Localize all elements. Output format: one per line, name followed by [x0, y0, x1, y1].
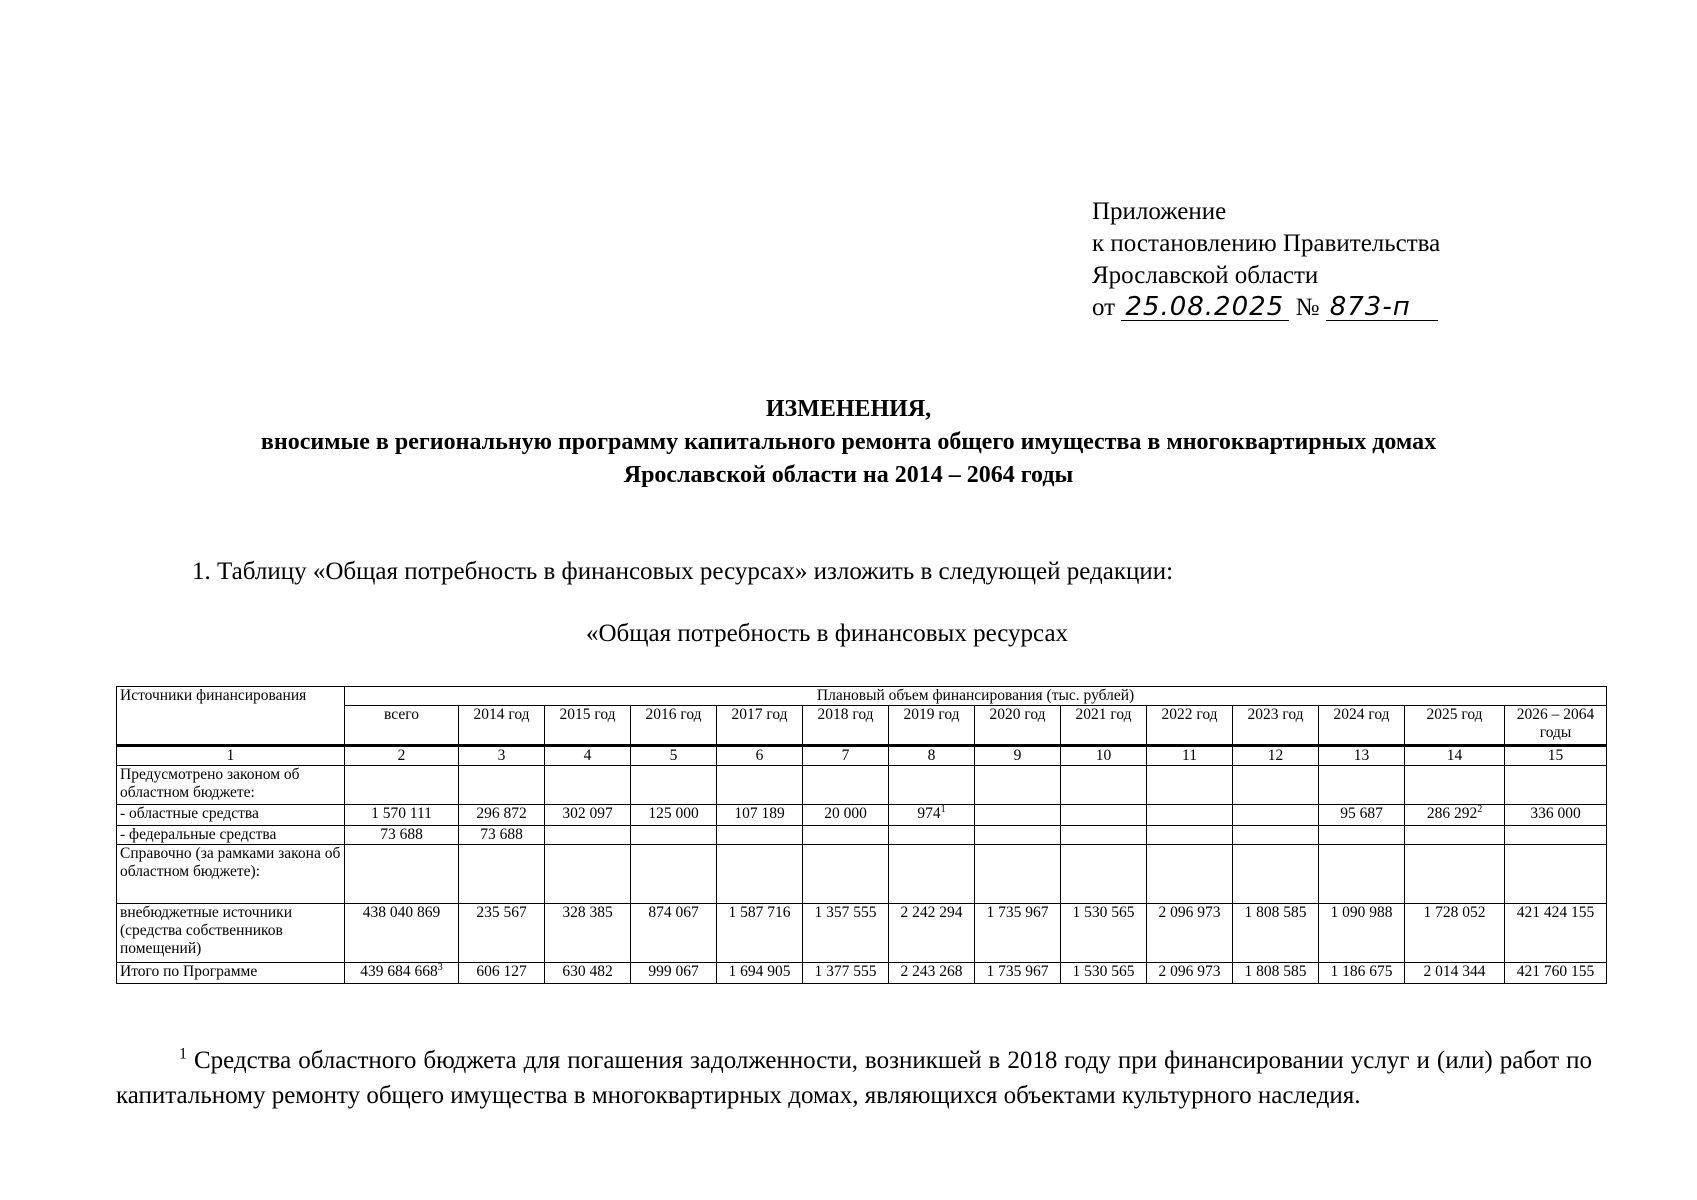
footnote-ref-2: 2 — [1477, 804, 1483, 815]
paragraph-1: 1. Таблицу «Общая потребность в финансовых ресурсах» изложить в следующей редакции: — [192, 558, 1174, 585]
extra-cell: 1 587 716 — [717, 904, 803, 963]
index-cell: 14 — [1405, 746, 1505, 766]
federal-cell — [545, 826, 631, 845]
index-cell: 12 — [1233, 746, 1319, 766]
index-cell: 1 — [117, 746, 345, 766]
table-row — [117, 963, 1607, 984]
financing-table — [116, 686, 1607, 984]
regional-cell: 336 000 — [1505, 805, 1607, 826]
header-source: Источники финансирования — [117, 687, 345, 746]
extra-cell: 1 728 052 — [1405, 904, 1505, 963]
col-header: 2026 – 2064 годы — [1505, 706, 1607, 746]
total-cell: 2 014 344 — [1405, 963, 1505, 984]
extra-cell: 1 090 988 — [1319, 904, 1405, 963]
federal-cell: 73 688 — [459, 826, 545, 845]
title-main: ИЗМЕНЕНИЯ, — [765, 396, 932, 422]
federal-cell — [1405, 826, 1505, 845]
extra-cell: 1 357 555 — [803, 904, 889, 963]
extra-cell: 438 040 869 — [345, 904, 459, 963]
row-label-reference: Справочно (за рамками закона об областном бюджете): — [117, 845, 345, 904]
col-header: 2018 год — [803, 706, 889, 746]
federal-cell — [1233, 826, 1319, 845]
federal-cell — [631, 826, 717, 845]
index-cell: 4 — [545, 746, 631, 766]
federal-cell: 73 688 — [345, 826, 459, 845]
table-row — [117, 766, 1607, 805]
regional-cell: 1 570 111 — [345, 805, 459, 826]
col-header: 2023 год — [1233, 706, 1319, 746]
regional-cell: 302 097 — [545, 805, 631, 826]
col-header: 2019 год — [889, 706, 975, 746]
title-sub-1: вносимые в региональную программу капитального ремонта общего имущества в многоквартирных домах — [260, 429, 1437, 455]
appendix-date-number — [1092, 292, 1440, 324]
index-cell: 6 — [717, 746, 803, 766]
col-header: 2024 год — [1319, 706, 1405, 746]
federal-cell — [889, 826, 975, 845]
total-cell: 606 127 — [459, 963, 545, 984]
col-header: 2015 год — [545, 706, 631, 746]
index-cell: 8 — [889, 746, 975, 766]
index-cell: 9 — [975, 746, 1061, 766]
index-cell: 11 — [1147, 746, 1233, 766]
regional-cell — [1147, 805, 1233, 826]
row-label-law: Предусмотрено законом об областном бюджете: — [117, 766, 345, 805]
extra-cell: 1 735 967 — [975, 904, 1061, 963]
row-label-extrabudgetary: внебюджетные источники (средства собственников помещений) — [117, 904, 345, 963]
appendix-title: Приложение — [1092, 198, 1227, 225]
col-header: всего — [345, 706, 459, 746]
regional-cell: 95 687 — [1319, 805, 1405, 826]
col-header: 2022 год — [1147, 706, 1233, 746]
total-cell: 1 808 585 — [1233, 963, 1319, 984]
col-header: 2016 год — [631, 706, 717, 746]
total-cell: 1 694 905 — [717, 963, 803, 984]
extra-cell: 328 385 — [545, 904, 631, 963]
total-cell: 1 735 967 — [975, 963, 1061, 984]
title-sub-2: Ярославской области на 2014 – 2064 годы — [623, 462, 1074, 488]
appendix-resolution: к постановлению Правительства — [1092, 230, 1441, 257]
regional-cell: 107 189 — [717, 805, 803, 826]
index-cell: 10 — [1061, 746, 1147, 766]
index-cell: 15 — [1505, 746, 1607, 766]
footnote-text: Средства областного бюджета для погашения задолженности, возникшей в 2018 году при финансировании услуг и (или) работ по капитальному ремонту общего имущества в многоквартирных домах, являющихся объектами культурного наследия. — [116, 1047, 1592, 1109]
extra-cell: 235 567 — [459, 904, 545, 963]
extra-cell: 1 808 585 — [1233, 904, 1319, 963]
regional-cell — [1061, 805, 1147, 826]
col-header: 2020 год — [975, 706, 1061, 746]
total-cell: 1 530 565 — [1061, 963, 1147, 984]
footnote-ref-1: 1 — [940, 804, 946, 815]
date-prefix: от — [1092, 294, 1116, 321]
document-title — [0, 393, 1697, 492]
extra-cell: 2 242 294 — [889, 904, 975, 963]
extra-cell: 421 424 155 — [1505, 904, 1607, 963]
federal-cell — [1061, 826, 1147, 845]
appendix-region: Ярославской области — [1092, 262, 1319, 289]
number-prefix: № — [1295, 294, 1320, 321]
row-label-federal: - федеральные средства — [117, 826, 345, 845]
appendix-block — [1092, 196, 1440, 324]
table-row — [117, 805, 1607, 826]
row-label-regional: - областные средства — [117, 805, 345, 826]
col-header: 2021 год — [1061, 706, 1147, 746]
table-row — [117, 904, 1607, 963]
extra-cell: 1 530 565 — [1061, 904, 1147, 963]
extra-cell: 874 067 — [631, 904, 717, 963]
total-cell-all: 439 684 $668^3$ — [345, 963, 459, 984]
index-cell: 5 — [631, 746, 717, 766]
table-caption: «Общая потребность в финансовых ресурсах — [586, 620, 1069, 647]
regional-cell — [1233, 805, 1319, 826]
footnote-1 — [116, 1043, 1592, 1113]
index-cell: 3 — [459, 746, 545, 766]
regional-cell — [975, 805, 1061, 826]
total-cell: 2 096 973 — [1147, 963, 1233, 984]
total-cell: 1 377 555 — [803, 963, 889, 984]
table-row — [117, 826, 1607, 845]
table-row — [117, 845, 1607, 904]
regional-cell: 296 872 — [459, 805, 545, 826]
total-cell: 1 186 675 — [1319, 963, 1405, 984]
federal-cell — [1505, 826, 1607, 845]
federal-cell — [975, 826, 1061, 845]
federal-cell — [1147, 826, 1233, 845]
header-volume: Плановый объем финансирования (тыс. рублей) — [345, 687, 1607, 706]
total-cell: 999 067 — [631, 963, 717, 984]
federal-cell — [803, 826, 889, 845]
total-cell: 2 243 268 — [889, 963, 975, 984]
row-label-total: Итого по Программе — [117, 963, 345, 984]
total-cell: 421 760 155 — [1505, 963, 1607, 984]
index-cell: 7 — [803, 746, 889, 766]
handwritten-number: 873-п — [1326, 294, 1438, 321]
index-cell: 2 — [345, 746, 459, 766]
total-cell: 630 482 — [545, 963, 631, 984]
federal-cell — [1319, 826, 1405, 845]
regional-cell-2025: 286 $292^2$ — [1405, 805, 1505, 826]
index-cell: 13 — [1319, 746, 1405, 766]
col-header: 2017 год — [717, 706, 803, 746]
col-header: 2025 год — [1405, 706, 1505, 746]
footnote-ref-3: 3 — [437, 962, 443, 973]
col-header: 2014 год — [459, 706, 545, 746]
handwritten-date: 25.08.2025 — [1121, 294, 1289, 321]
regional-cell: 125 000 — [631, 805, 717, 826]
regional-cell-2019: $974^1$ — [889, 805, 975, 826]
federal-cell — [717, 826, 803, 845]
extra-cell: 2 096 973 — [1147, 904, 1233, 963]
footnote-mark: 1 — [179, 1045, 187, 1063]
regional-cell: 20 000 — [803, 805, 889, 826]
